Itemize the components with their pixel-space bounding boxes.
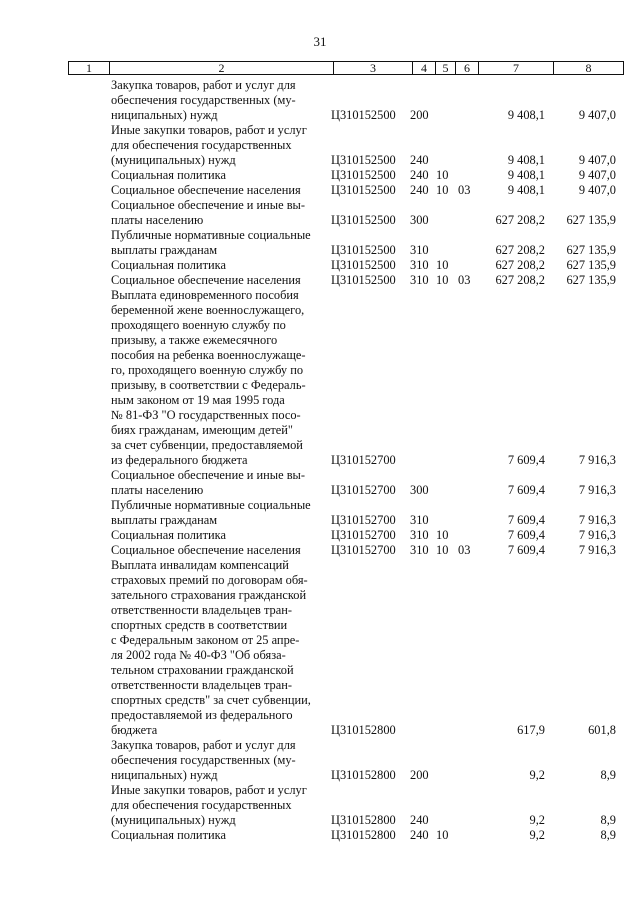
amount-year-2: 7 916,3	[578, 453, 616, 467]
target-article-code: Ц310152500	[331, 153, 396, 167]
row-description: Публичные нормативные социальные выплаты гражданам	[111, 228, 311, 257]
amount-year-2: 9 407,0	[578, 183, 616, 197]
table-row	[0, 273, 640, 288]
section: 10	[436, 183, 449, 197]
amount-year-1: 9,2	[529, 768, 545, 782]
table-row	[0, 198, 640, 228]
row-description: Социальное обеспечение населения	[111, 273, 301, 287]
section: 10	[436, 828, 449, 842]
target-article-code: Ц310152700	[331, 453, 396, 467]
header-col-5: 5	[436, 62, 456, 74]
amount-year-1: 7 609,4	[507, 543, 545, 557]
amount-year-1: 7 609,4	[507, 483, 545, 497]
amount-year-1: 9,2	[529, 828, 545, 842]
section: 10	[436, 543, 449, 557]
expense-type: 240	[410, 828, 429, 842]
target-article-code: Ц310152500	[331, 213, 396, 227]
section: 10	[436, 258, 449, 272]
amount-year-2: 627 135,9	[566, 258, 616, 272]
amount-year-2: 7 916,3	[578, 528, 616, 542]
section: 10	[436, 168, 449, 182]
amount-year-1: 9 408,1	[507, 108, 545, 122]
expense-type: 310	[410, 243, 429, 257]
amount-year-2: 9 407,0	[578, 168, 616, 182]
header-col-3: 3	[334, 62, 413, 74]
amount-year-2: 8,9	[600, 813, 616, 827]
target-article-code: Ц310152500	[331, 108, 396, 122]
table-row	[0, 228, 640, 258]
amount-year-2: 627 135,9	[566, 273, 616, 287]
amount-year-1: 617,9	[517, 723, 545, 737]
table-row	[0, 543, 640, 558]
target-article-code: Ц310152700	[331, 543, 396, 557]
subsection: 03	[458, 273, 471, 287]
row-description: Закупка товаров, работ и услуг для обеспечения государственных (му- ниципальных) нужд	[111, 738, 296, 782]
header-col-7: 7	[479, 62, 554, 74]
amount-year-1: 7 609,4	[507, 513, 545, 527]
row-description: Социальная политика	[111, 828, 226, 842]
target-article-code: Ц310152700	[331, 513, 396, 527]
table-row	[0, 183, 640, 198]
amount-year-1: 627 208,2	[495, 273, 545, 287]
amount-year-2: 601,8	[588, 723, 616, 737]
amount-year-1: 9 408,1	[507, 183, 545, 197]
table-row	[0, 828, 640, 843]
budget-table-body	[0, 78, 640, 843]
table-row	[0, 468, 640, 498]
target-article-code: Ц310152500	[331, 183, 396, 197]
expense-type: 240	[410, 153, 429, 167]
header-col-1: 1	[69, 62, 110, 74]
table-row	[0, 168, 640, 183]
page-number: 31	[313, 34, 327, 49]
expense-type: 300	[410, 213, 429, 227]
amount-year-1: 9,2	[529, 813, 545, 827]
amount-year-2: 8,9	[600, 828, 616, 842]
table-row	[0, 123, 640, 168]
amount-year-2: 7 916,3	[578, 513, 616, 527]
target-article-code: Ц310152500	[331, 273, 396, 287]
target-article-code: Ц310152800	[331, 723, 396, 737]
amount-year-1: 627 208,2	[495, 258, 545, 272]
row-description: Закупка товаров, работ и услуг для обеспечения государственных (му- ниципальных) нужд	[111, 78, 296, 122]
expense-type: 240	[410, 813, 429, 827]
expense-type: 310	[410, 273, 429, 287]
target-article-code: Ц310152500	[331, 168, 396, 182]
amount-year-1: 7 609,4	[507, 528, 545, 542]
table-row	[0, 78, 640, 123]
table-row	[0, 558, 640, 738]
amount-year-1: 9 408,1	[507, 153, 545, 167]
expense-type: 240	[410, 168, 429, 182]
section: 10	[436, 273, 449, 287]
header-col-6: 6	[456, 62, 479, 74]
row-description: Социальное обеспечение и иные вы- платы населению	[111, 468, 306, 497]
row-description: Социальная политика	[111, 258, 226, 272]
row-description: Иные закупки товаров, работ и услуг для обеспечения государственных (муниципальных) нужд	[111, 783, 307, 827]
expense-type: 310	[410, 543, 429, 557]
expense-type: 300	[410, 483, 429, 497]
header-col-8: 8	[585, 61, 592, 75]
target-article-code: Ц310152500	[331, 258, 396, 272]
target-article-code: Ц310152700	[331, 483, 396, 497]
row-description: Иные закупки товаров, работ и услуг для обеспечения государственных (муниципальных) нужд	[111, 123, 307, 167]
amount-year-2: 627 135,9	[566, 213, 616, 227]
amount-year-1: 627 208,2	[495, 213, 545, 227]
amount-year-1: 7 609,4	[507, 453, 545, 467]
header-col-4: 4	[413, 62, 436, 74]
expense-type: 310	[410, 528, 429, 542]
amount-year-2: 9 407,0	[578, 108, 616, 122]
expense-type: 200	[410, 108, 429, 122]
row-description: Публичные нормативные социальные выплаты гражданам	[111, 498, 311, 527]
target-article-code: Ц310152800	[331, 768, 396, 782]
row-description: Социальная политика	[111, 528, 226, 542]
expense-type: 310	[410, 513, 429, 527]
table-row	[0, 498, 640, 528]
row-description: Социальное обеспечение населения	[111, 543, 301, 557]
target-article-code: Ц310152800	[331, 813, 396, 827]
table-header	[68, 61, 624, 75]
table-row	[0, 738, 640, 783]
row-description: Выплата единовременного пособия беременной жене военнослужащего, проходящего военную службу по призыву, а также ежемесячного пособия на ребенка военнослужаще- го, проходящего военную службу по призыву, в соответствии с Федераль- ным законом от 19 мая 1995 года № 81-ФЗ "О государственных посо- биях гражданам, имеющим детей" за счет субвенции, предоставляемой из федерального бюджета	[111, 288, 306, 467]
table-row	[0, 288, 640, 468]
row-description: Социальная политика	[111, 168, 226, 182]
row-description: Социальное обеспечение населения	[111, 183, 301, 197]
row-description: Выплата инвалидам компенсаций страховых премий по договорам обя- зательного страхования гражданской ответственности владельцев тран- спортных средств в соответствии с Федеральным законом от 25 апре- ля 2002 года № 40-ФЗ "Об обяза- тельном страховании гражданской ответственности владельцев тран- спортных средств" за счет субвенции, предоставляемой из федерального бюджета	[111, 558, 311, 737]
amount-year-2: 7 916,3	[578, 543, 616, 557]
expense-type: 240	[410, 183, 429, 197]
amount-year-2: 8,9	[600, 768, 616, 782]
table-row	[0, 258, 640, 273]
table-row	[0, 783, 640, 828]
header-col-2: 2	[110, 62, 334, 74]
table-row	[0, 528, 640, 543]
expense-type: 310	[410, 258, 429, 272]
section: 10	[436, 528, 449, 542]
expense-type: 200	[410, 768, 429, 782]
target-article-code: Ц310152500	[331, 243, 396, 257]
amount-year-1: 9 408,1	[507, 168, 545, 182]
subsection: 03	[458, 183, 471, 197]
subsection: 03	[458, 543, 471, 557]
amount-year-2: 627 135,9	[566, 243, 616, 257]
target-article-code: Ц310152800	[331, 828, 396, 842]
row-description: Социальное обеспечение и иные вы- платы населению	[111, 198, 306, 227]
amount-year-1: 627 208,2	[495, 243, 545, 257]
target-article-code: Ц310152700	[331, 528, 396, 542]
amount-year-2: 7 916,3	[578, 483, 616, 497]
amount-year-2: 9 407,0	[578, 153, 616, 167]
